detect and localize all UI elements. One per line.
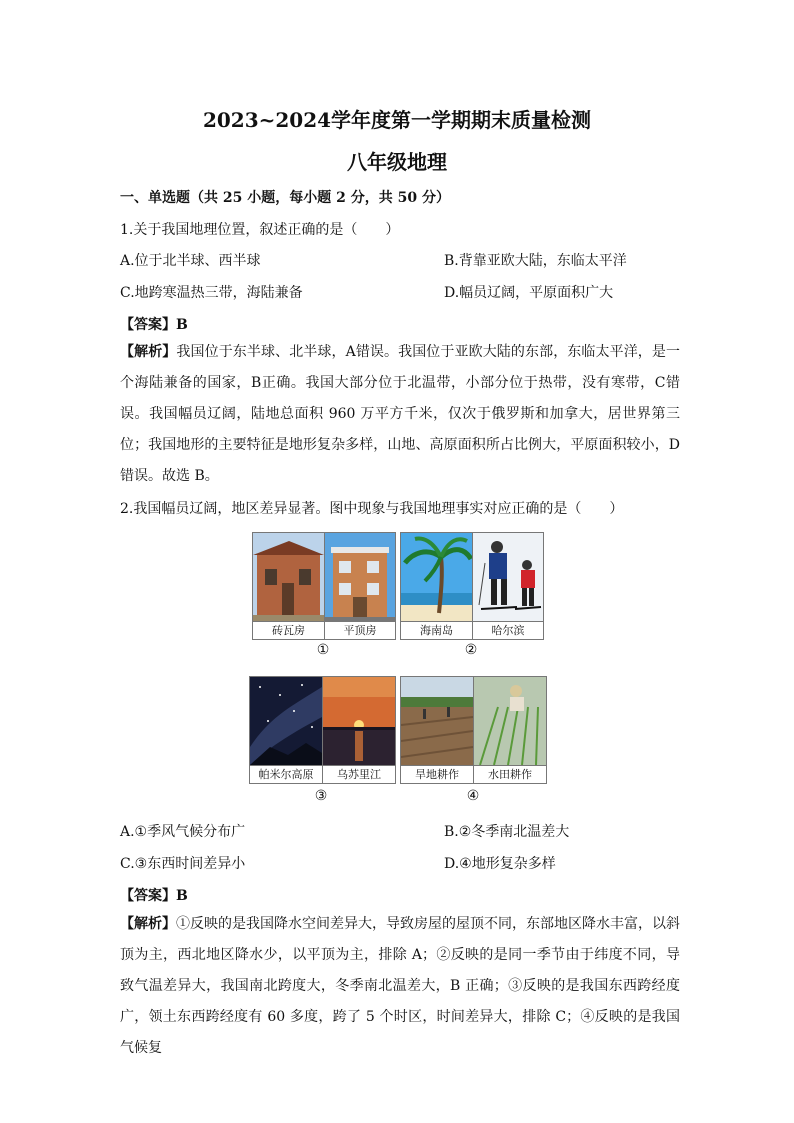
caption-harbin: 哈尔滨 [473, 621, 543, 640]
q1-answer: 【答案】B [120, 317, 188, 333]
caption-flat-roof-house: 平顶房 [325, 621, 395, 640]
exam-subtitle: 八年级地理 [347, 150, 447, 174]
q1-option-d: D.幅员辽阔，平原面积广大 [444, 285, 614, 301]
caption-pamir: 帕米尔高原 [250, 765, 322, 784]
caption-hainan: 海南岛 [401, 621, 472, 640]
figure-number-4: ④ [466, 788, 480, 804]
figure-number-2: ② [464, 642, 478, 658]
caption-paddy: 水田耕作 [474, 765, 546, 784]
figure-farming [400, 676, 547, 784]
q1-stem: 1.关于我国地理位置，叙述正确的是（ ） [120, 222, 400, 238]
figure-number-1: ① [316, 642, 330, 658]
figure-time [249, 676, 396, 784]
q1-analysis-text: 我国位于东半球、北半球，A错误。我国位于亚欧大陆的东部，东临太平洋，是一个海陆兼备的国家，B正确。我国大部分位于北温带，小部分位于热带，没有寒带，C错误。我国幅员辽阔，陆地总面积 960 万平方千米，仅次于俄罗斯和加拿大，居世界第三位；我国地形的主要特征是地形复杂多样，山地、高原面积所占比例大，平原面积较小，D错误。故选 B。 [120, 344, 681, 484]
caption-wusuli: 乌苏里江 [323, 765, 395, 784]
caption-dryland: 旱地耕作 [401, 765, 473, 784]
pamir-night-photo [250, 677, 322, 765]
section-heading: 一、单选题（共 25 小题，每小题 2 分，共 50 分） [120, 190, 450, 206]
q1-option-c: C.地跨寒温热三带，海陆兼备 [120, 285, 303, 301]
figure-houses [252, 532, 396, 640]
q2-analysis-label: 【解析】 [120, 916, 176, 932]
brick-house-photo [253, 533, 324, 621]
q2-analysis [120, 909, 680, 1064]
dryland-farming-photo [401, 677, 473, 765]
q2-stem: 2.我国幅员辽阔，地区差异显著。图中现象与我国地理事实对应正确的是（ ） [120, 501, 624, 517]
hainan-palm-photo [401, 533, 472, 621]
q2-option-a: A.①季风气候分布广 [120, 824, 246, 840]
wusuli-sunset-photo [323, 677, 395, 765]
harbin-ski-photo [473, 533, 543, 621]
q2-option-b: B.②冬季南北温差大 [444, 824, 570, 840]
caption-brick-house: 砖瓦房 [253, 621, 324, 640]
q1-option-a: A.位于北半球、西半球 [120, 253, 261, 269]
flat-roof-house-photo [325, 533, 395, 621]
figure-temperature [400, 532, 544, 640]
q2-option-c: C.③东西时间差异小 [120, 856, 246, 872]
q1-option-b: B.背靠亚欧大陆，东临太平洋 [444, 253, 627, 269]
q1-analysis-label: 【解析】 [120, 344, 177, 360]
q2-option-d: D.④地形复杂多样 [444, 856, 556, 872]
paddy-farming-photo [474, 677, 546, 765]
q1-analysis [120, 337, 680, 492]
q2-answer: 【答案】B [120, 888, 188, 904]
exam-title: 2023~2024学年度第一学期期末质量检测 [202, 108, 592, 132]
q2-analysis-text: ①反映的是我国降水空间差异大，导致房屋的屋顶不同，东部地区降水丰富，以斜顶为主，西北地区降水少，以平顶为主，排除 A；②反映的是同一季节由于纬度不同，导致气温差异大，我国南北跨度大，冬季南北温差大，B 正确；③反映的是我国东西跨经度广，领土东西跨经度有 60 多度，跨了 5 个时区，时间差异大，排除 C；④反映的是我国气候复 [120, 916, 680, 1056]
figure-number-3: ③ [314, 788, 328, 804]
